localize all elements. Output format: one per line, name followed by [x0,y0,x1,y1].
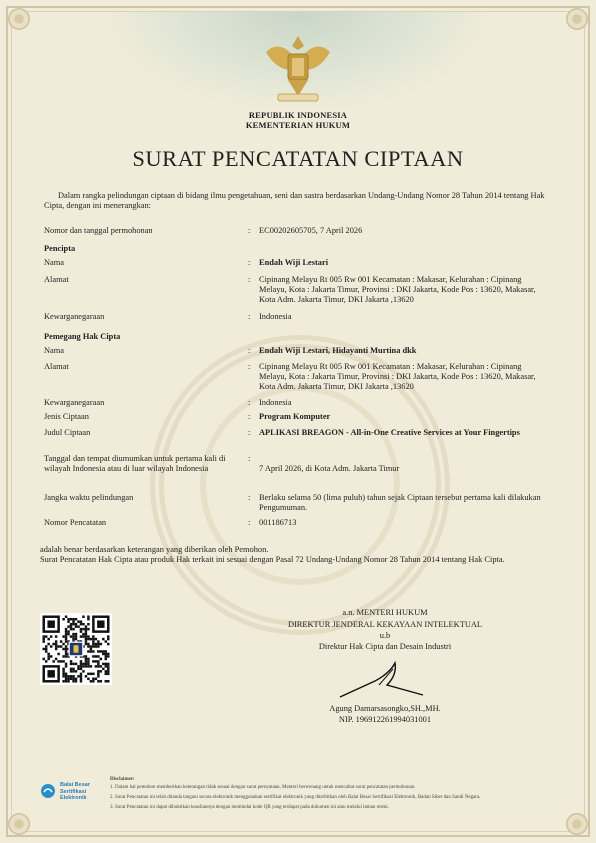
creator-address-label: Alamat [44,275,69,284]
holder-heading: Pemegang Hak Cipta [44,332,121,341]
work-title-label: Judul Ciptaan [44,428,91,437]
garuda-emblem-icon [258,30,338,106]
announcement-value: 7 April 2026, di Kota Adm. Jakarta Timur [259,464,400,473]
colon: : [248,412,251,421]
creator-name-label: Nama [44,258,64,267]
bsre-line1: Balai Besar [60,782,90,788]
disclaimer-item: 1. Dalam hal pemohon memberikan keterangan tidak sesuai dengan surat pernyataan, Menteri berwenang untuk mencabut surat pencatatan permohonan. [110,785,416,790]
bsre-line3: Elektronik [60,795,87,801]
creator-address: Cipinang Melayu Rt 005 Rw 001 Kecamatan : Makasar, Kelurahan : Cipinang Melayu, Kota : Jakarta Timur, Provinsi : DKI Jakarta, Kode Pos : 13620, Makasar, Kota Adm. Jakarta Timur, DKI Jakarta ,13620 [259,275,536,304]
country-name: REPUBLIK INDONESIA [248,110,348,120]
creator-nationality-label: Kewarganegaraan [44,312,105,321]
application-label: Nomor dan tanggal permohonan [44,226,153,235]
signature-ub: u.b [379,631,391,640]
corner-ornament [8,813,30,835]
disclaimer-item: 2. Surat Pencatatan ini telah ditanda tangani secara elektronik menggunakan sertifikat elektronik yang diterbitkan oleh Balai Besar Sertifikasi Elektronik, Badan Siber dan Sandi Negara. [110,795,481,800]
work-type-label: Jenis Ciptaan [44,412,89,421]
signature-director: Direktur Hak Cipta dan Desain Industri [318,642,452,651]
bsre-line2: Sertifikasi [60,788,87,795]
creator-heading: Pencipta [44,244,76,253]
signature-director-general: DIREKTUR JENDERAL KEKAYAAN INTELEKTUAL [287,620,483,629]
ministry-name: KEMENTERIAN HUKUM [245,120,351,130]
signatory-nip: NIP. 196912261994031001 [338,715,432,724]
holder-address: Cipinang Melayu Rt 005 Rw 001 Kecamatan : Makasar, Kelurahan : Cipinang Melayu, Kota : Jakarta Timur, Provinsi : DKI Jakarta, Kode Pos : 13620, Makasar, Kota Adm. Jakarta Timur, DKI Jakarta ,13620 [259,362,536,391]
bsre-icon [40,783,56,799]
colon: : [248,454,251,463]
intro-paragraph: Dalam rangka pelindungan ciptaan di bidang ilmu pengetahuan, seni dan sastra berdasarkan Undang-Undang Nomor 28 Tahun 2014 tentang Hak Cipta, dengan ini menerangkan: [44,191,545,210]
colon: : [248,258,251,267]
creator-nationality: Indonesia [259,312,292,321]
corner-ornament [8,8,30,30]
colon: : [248,275,251,284]
closing-legal-note: Surat Pencatatan Hak Cipta atau produk Hak terkait ini sesuai dengan Pasal 72 Undang-Undang Nomor 28 Tahun 2014 tentang Hak Cipta. [40,555,505,564]
protection-period-label: Jangka waktu pelindungan [44,493,134,502]
disclaimer-heading: Disclaimer: [110,777,135,782]
holder-address-label: Alamat [44,362,69,371]
holder-nationality-label: Kewarganegaraan [44,398,105,407]
signature-on-behalf: a.n. MENTERI HUKUM [342,608,428,617]
closing-statement: adalah benar berdasarkan keterangan yang diberikan oleh Pemohon. [40,545,269,554]
announcement-label: Tanggal dan tempat diumumkan untuk pertama kali di wilayah Indonesia atau di luar wilayah Indonesia [44,454,226,473]
page-title: SURAT PENCATATAN CIPTAAN [132,146,464,171]
verification-qr-code[interactable] [40,613,112,685]
creator-name: Endah Wiji Lestari [259,258,329,267]
holder-name: Endah Wiji Lestari, Hidayanti Murtina dkk [259,346,417,355]
record-number: 001186713 [259,518,297,527]
work-title: APLIKASI BREAGON - All-in-One Creative Services at Your Fingertips [259,428,520,437]
colon: : [248,428,251,437]
record-number-label: Nomor Pencatatan [44,518,107,527]
colon: : [248,493,251,502]
colon: : [248,398,251,407]
application-value: EC00202605705, 7 April 2026 [259,226,363,235]
holder-name-label: Nama [44,346,64,355]
handwritten-signature-icon [335,655,425,705]
colon: : [248,312,251,321]
disclaimer-item: 3. Surat Pencatatan ini dapat dibuktikan keasliannya dengan memindai kode QR yang terdapat pada dokumen ini atau melalui laman resmi. [110,805,389,810]
bsre-logo [40,780,100,804]
colon: : [248,226,251,235]
work-type: Program Komputer [259,412,331,421]
colon: : [248,362,251,371]
signatory-name: Agung Damarsasongko,SH.,MH. [329,704,441,713]
colon: : [248,346,251,355]
protection-period: Berlaku selama 50 (lima puluh) tahun sejak Ciptaan tersebut pertama kali dilakukan Pengumuman. [259,493,541,512]
corner-ornament [566,813,588,835]
colon: : [248,518,251,527]
corner-ornament [566,8,588,30]
holder-nationality: Indonesia [259,398,292,407]
